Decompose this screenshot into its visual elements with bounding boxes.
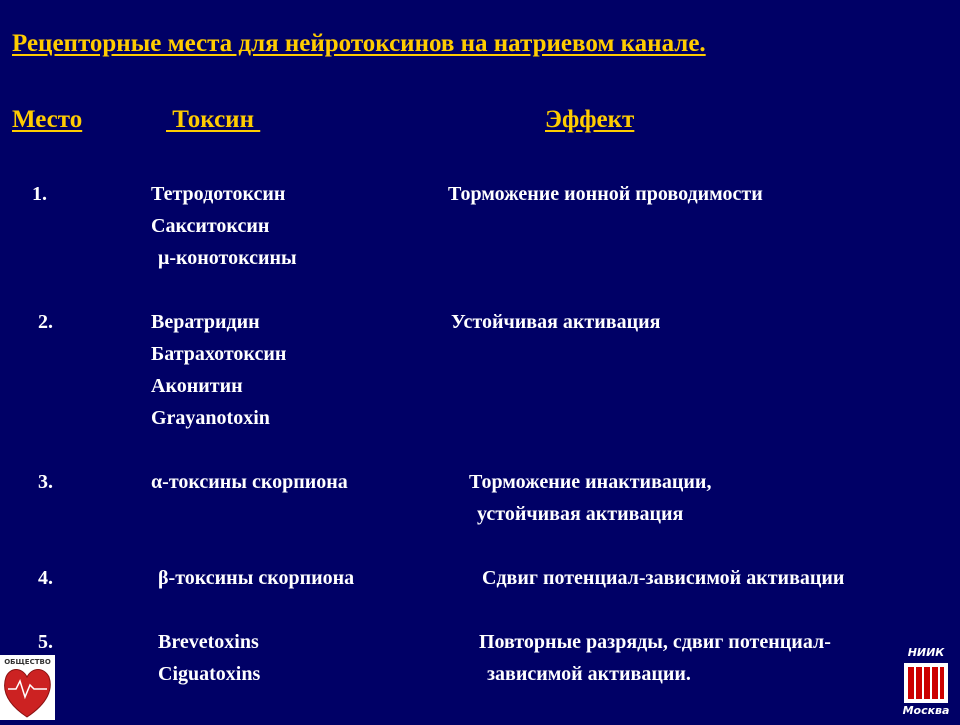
toxin-name: Ciguatoxins [158,663,261,685]
effect-text: Повторные разряды, сдвиг потенциал- [479,631,831,653]
effect-text: Торможение инактивации, [469,471,712,493]
toxin-name: Аконитин [151,375,243,397]
site-number: 1. [32,183,47,205]
institute-logo-bottom: Москва [902,704,950,717]
effect-text: Сдвиг потенциал-зависимой активации [482,567,845,589]
society-logo-text: ОБЩЕСТВО [4,658,51,666]
toxin-name: μ-конотоксины [158,247,297,269]
header-site: Место [12,106,83,133]
institute-logo-icon [896,645,956,717]
toxin-name: α-токсины скорпиона [151,471,348,493]
effect-text: Устойчивая активация [451,311,661,333]
toxin-name: Brevetoxins [158,631,259,653]
society-logo-icon [0,655,55,720]
toxin-name: Grayanotoxin [151,407,270,429]
toxin-name: β-токсины скорпиона [158,567,355,589]
site-number: 2. [38,311,53,333]
institute-logo-top: НИИК [907,646,945,659]
toxin-name: Вератридин [151,311,260,333]
header-effect: Эффект [545,106,635,133]
toxin-name: Сакситоксин [151,215,270,237]
effect-text: зависимой активации. [487,663,691,685]
slide-title: Рецепторные места для нейротоксинов на натриевом канале. [12,30,706,57]
site-number: 4. [38,567,53,589]
toxin-name: Батрахотоксин [151,343,287,365]
toxin-name: Тетродотоксин [151,183,286,205]
site-number: 5. [38,631,53,653]
effect-text: устойчивая активация [477,503,684,525]
site-number: 3. [38,471,53,493]
effect-text: Торможение ионной проводимости [448,183,763,205]
header-toxin: Токсин [166,106,261,133]
